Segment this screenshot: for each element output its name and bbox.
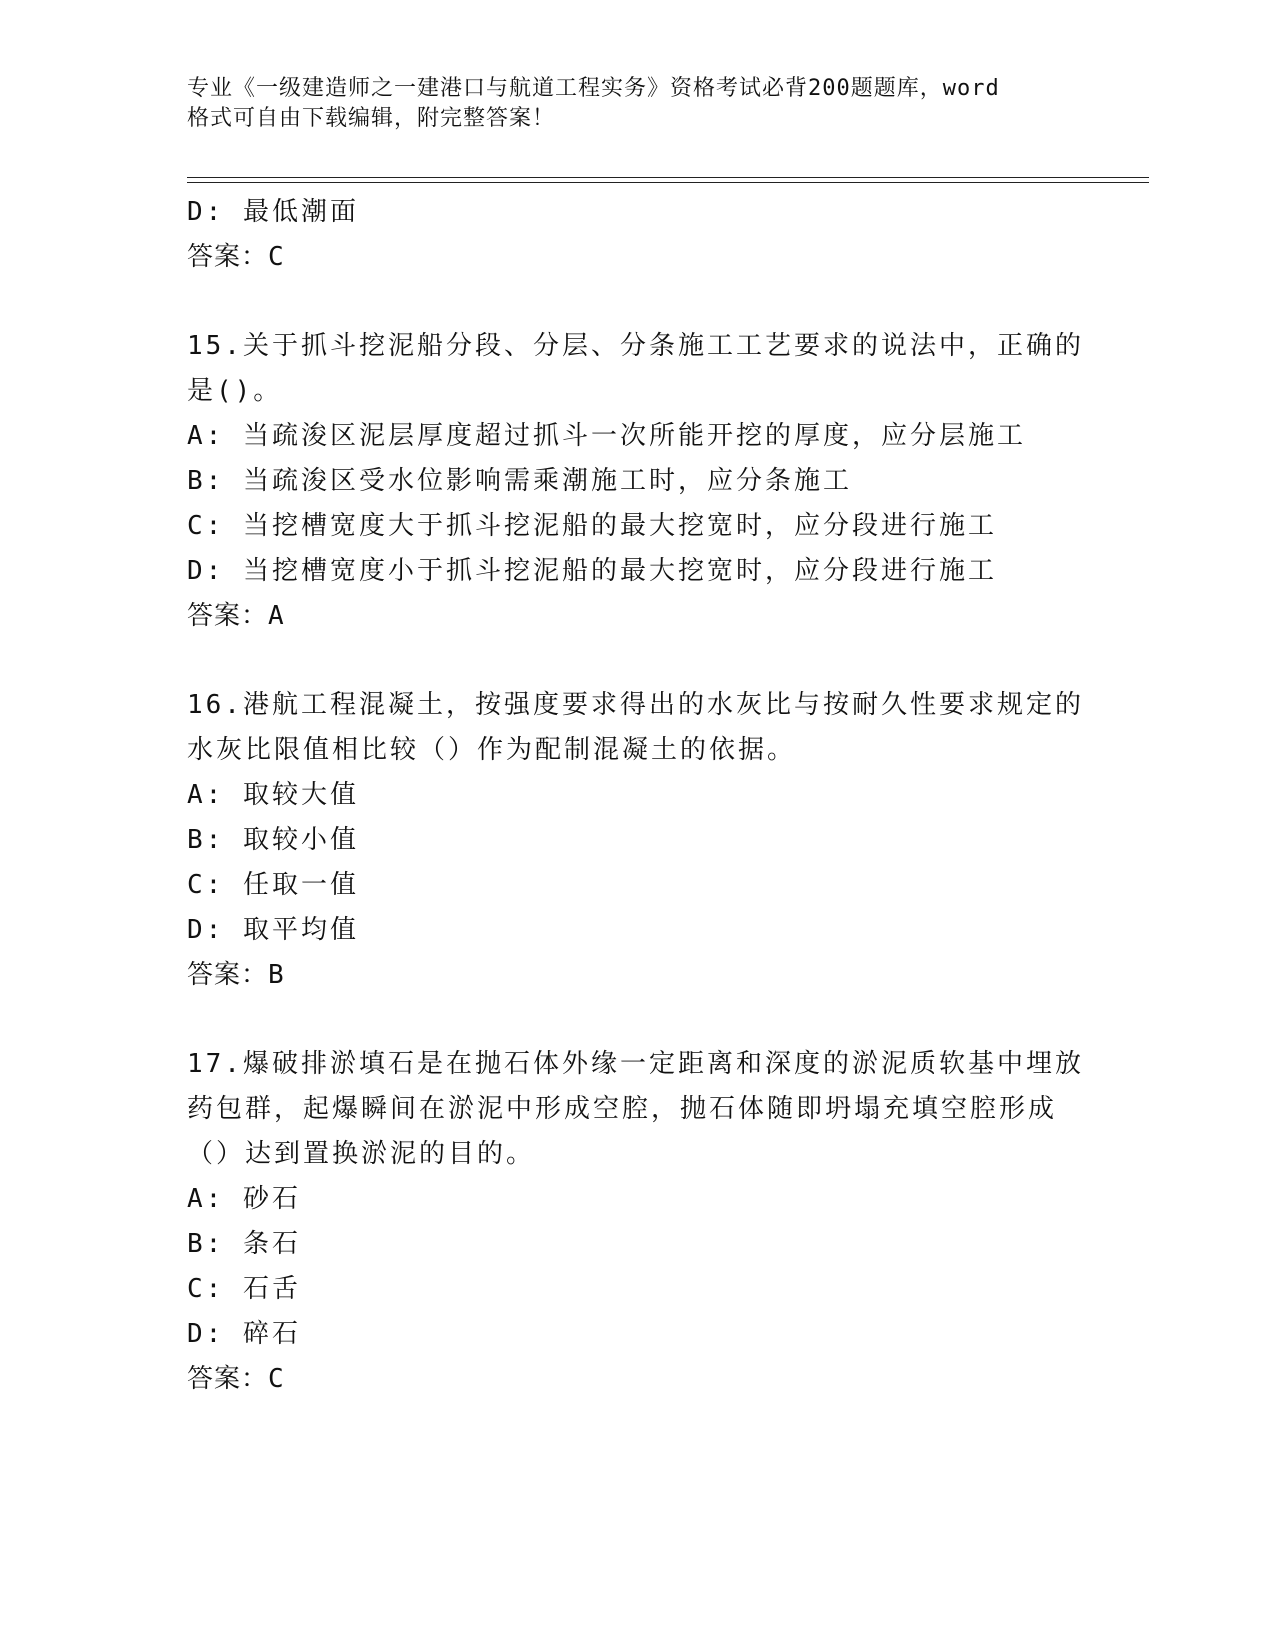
page-header: [187, 74, 1087, 134]
header-line-2: 格式可自由下载编辑，附完整答案！: [187, 106, 556, 131]
answer-value: C: [268, 242, 285, 272]
option-b: B: 当疏浚区受水位影响需乘潮施工时，应分条施工: [187, 466, 852, 496]
option-b: B: 条石: [187, 1229, 301, 1259]
question-stem-line: 17.爆破排淤填石是在抛石体外缘一定距离和深度的淤泥质软基中埋放: [187, 1049, 1084, 1079]
question-stem-line: 水灰比限值相比较（）作为配制混凝土的依据。: [187, 735, 797, 765]
answer-line: [187, 594, 1087, 639]
header-divider-top: [187, 177, 1149, 178]
question-stem-line: 15.关于抓斗挖泥船分段、分层、分条施工工艺要求的说法中，正确的: [187, 331, 1084, 361]
question-16: [187, 683, 1087, 998]
answer-value: C: [268, 1364, 285, 1394]
option-a: A: 砂石: [187, 1184, 301, 1214]
answer-value: A: [268, 601, 285, 631]
header-divider-bottom: [187, 182, 1149, 183]
option-c: C: 任取一值: [187, 870, 359, 900]
answer-label: 答案：: [187, 960, 269, 990]
question-15: [187, 324, 1087, 639]
answer-line: [187, 1357, 1087, 1402]
answer-label: 答案：: [187, 1364, 269, 1394]
answer-line: [187, 235, 1087, 280]
answer-line: [187, 953, 1087, 998]
question-stem-line: （）达到置换淤泥的目的。: [187, 1139, 536, 1169]
answer-label: 答案：: [187, 242, 269, 272]
question-stem-line: 16.港航工程混凝土，按强度要求得出的水灰比与按耐久性要求规定的: [187, 690, 1084, 720]
option-d: D: 取平均值: [187, 915, 359, 945]
answer-label: 答案：: [187, 601, 269, 631]
option-a: A: 当疏浚区泥层厚度超过抓斗一次所能开挖的厚度，应分层施工: [187, 421, 1026, 451]
question-stem-line: 是()。: [187, 376, 283, 406]
header-line-1: 专业《一级建造师之一建港口与航道工程实务》资格考试必背200题题库，word: [187, 76, 1000, 101]
question-list: [187, 190, 1087, 1402]
option-c: C: 当挖槽宽度大于抓斗挖泥船的最大挖宽时，应分段进行施工: [187, 511, 997, 541]
option-d: D: 碎石: [187, 1319, 301, 1349]
option-a: A: 取较大值: [187, 780, 359, 810]
option-d: D: 当挖槽宽度小于抓斗挖泥船的最大挖宽时，应分段进行施工: [187, 556, 997, 586]
question-stem-line: 药包群，起爆瞬间在淤泥中形成空腔，抛石体随即坍塌充填空腔形成: [187, 1094, 1058, 1124]
option-c: C: 石舌: [187, 1274, 301, 1304]
option-b: B: 取较小值: [187, 825, 359, 855]
answer-value: B: [268, 960, 285, 990]
question-17: [187, 1042, 1087, 1402]
option-d: D: 最低潮面: [187, 197, 359, 227]
